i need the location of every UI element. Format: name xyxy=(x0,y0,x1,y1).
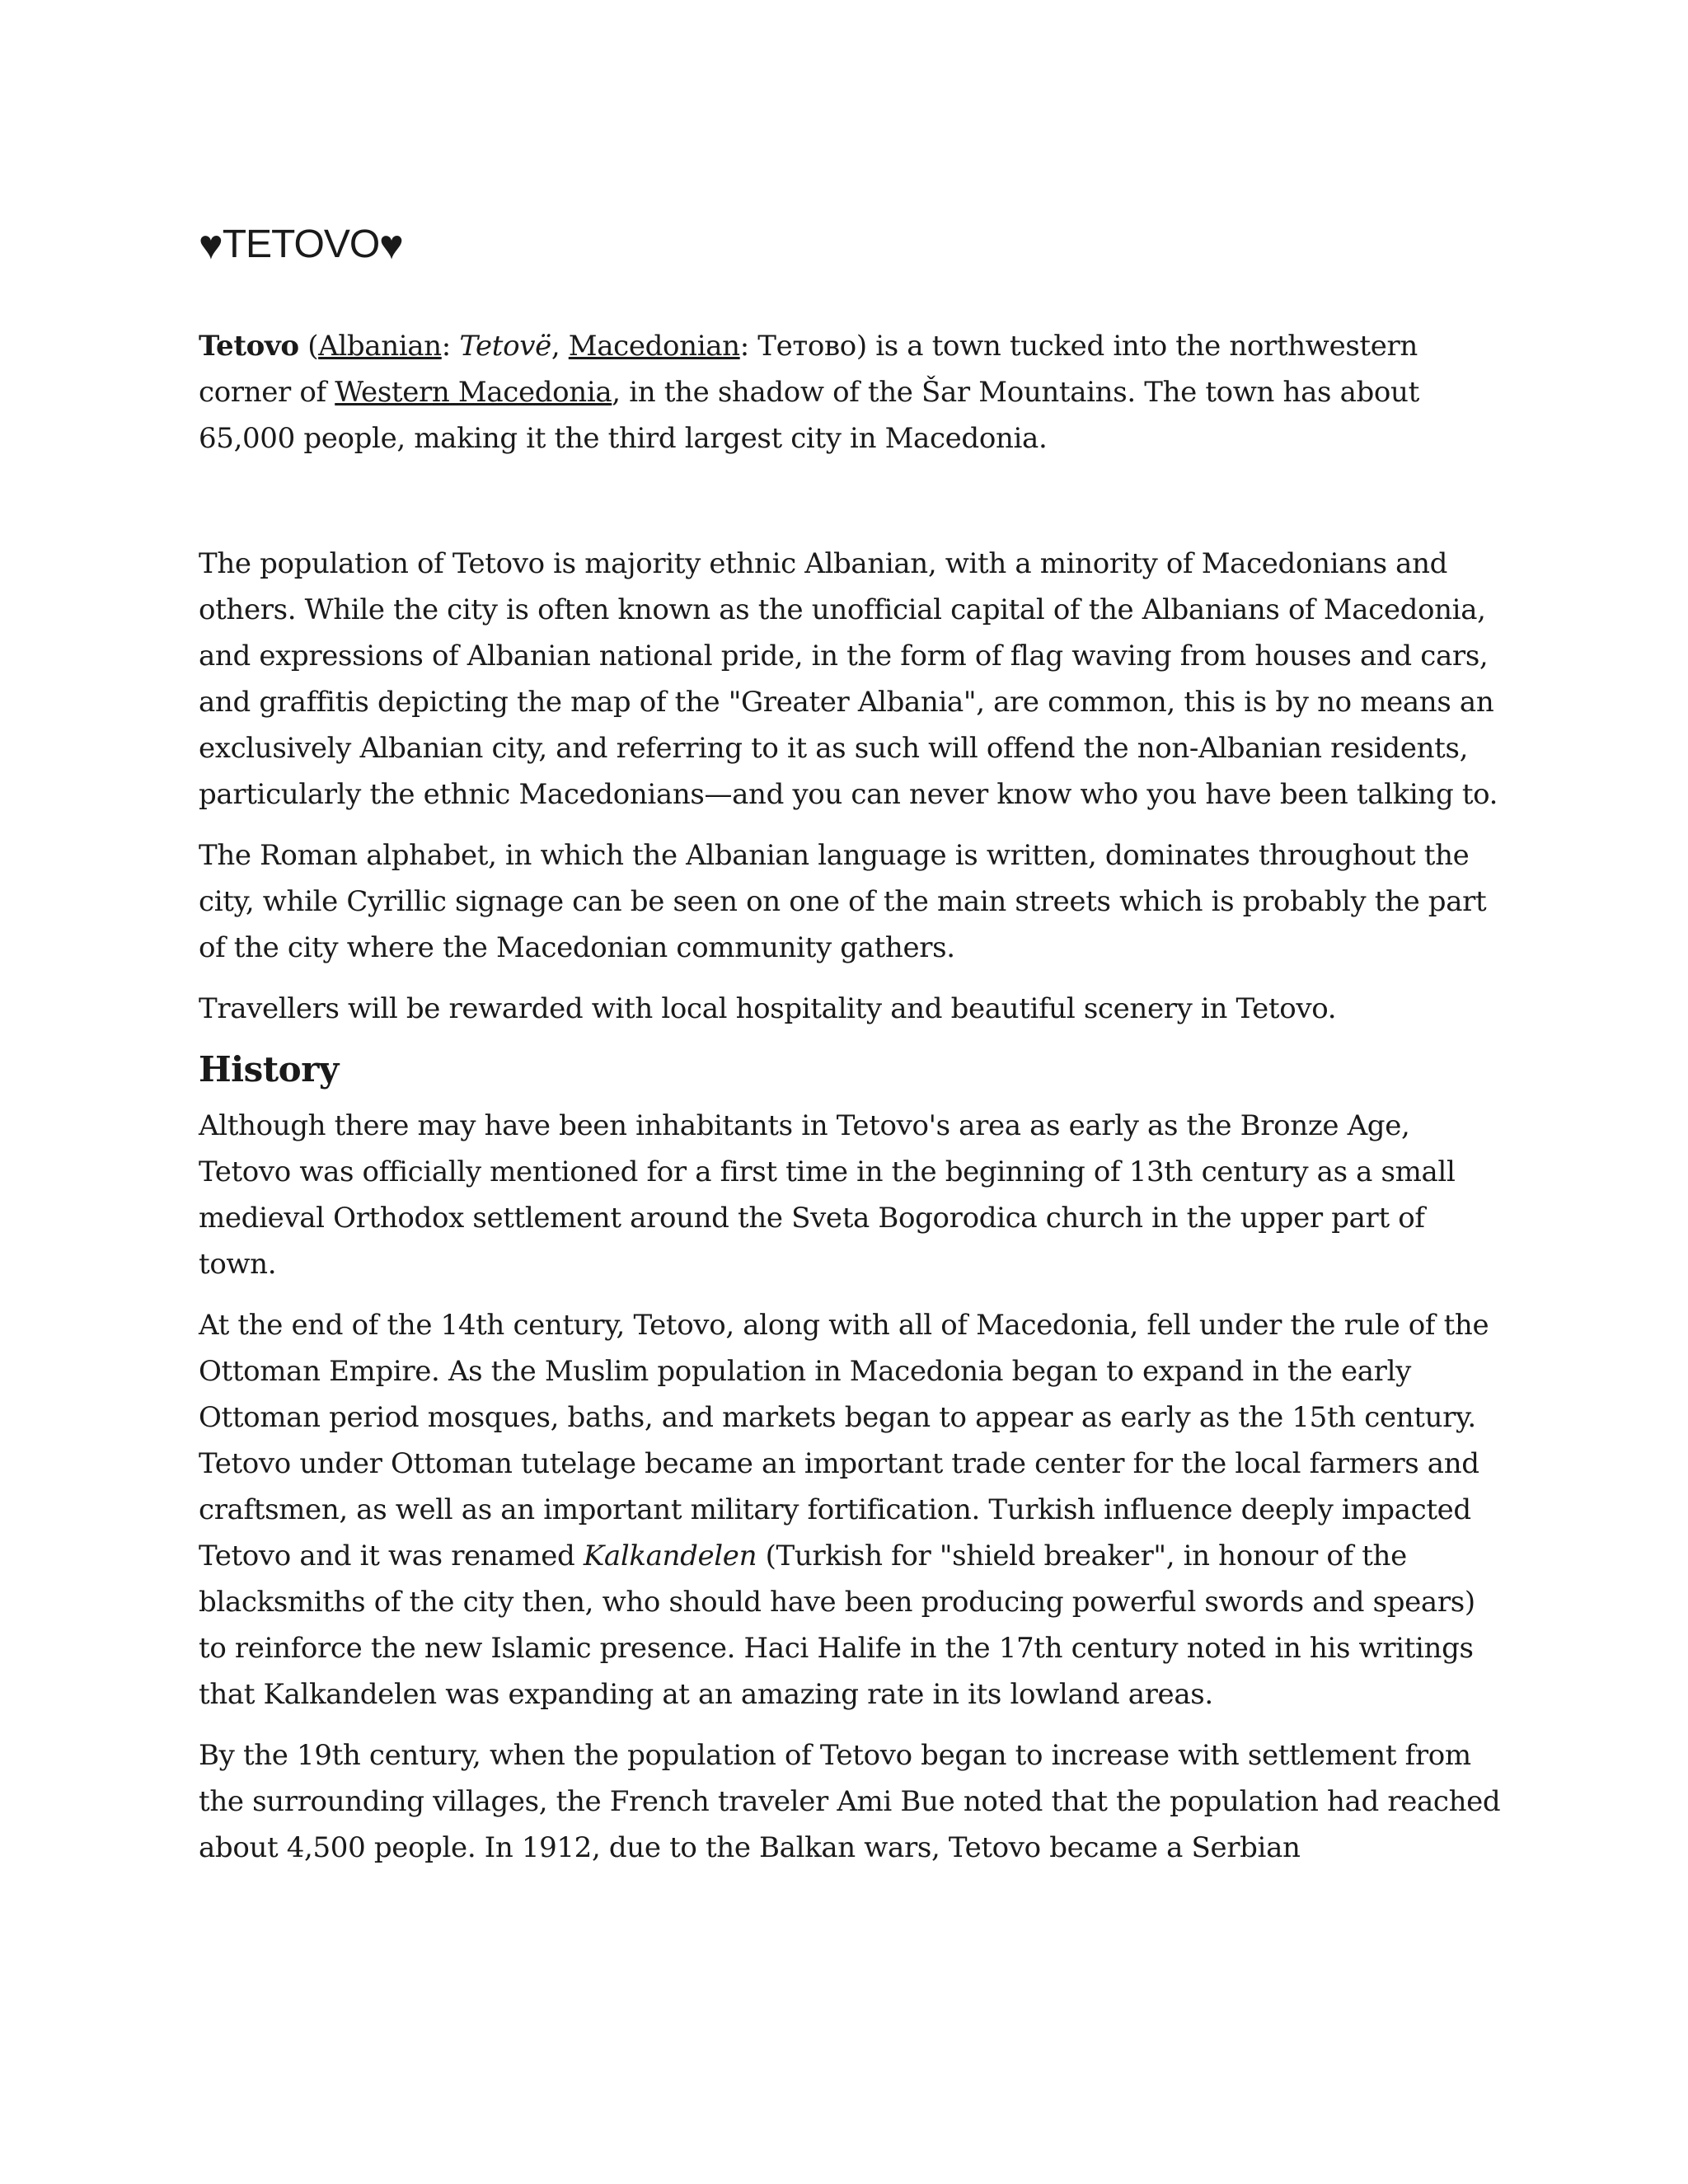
intro-bold-term: Tetovo xyxy=(199,330,299,363)
albanian-name: Tetovë xyxy=(459,330,551,363)
page-title xyxy=(199,216,1501,274)
intro-text: : xyxy=(441,330,460,363)
macedonian-link[interactable]: Macedonian xyxy=(568,330,740,363)
albanian-link[interactable]: Albanian xyxy=(318,330,442,363)
intro-text: ) is a town tucked into the northwestern corner of xyxy=(199,330,1418,409)
history-text: At the end of the 14th century, Tetovo, along with all of Macedonia, fell under the rule of the Ottoman Empire. As the Muslim population in Macedonia began to expand in the early Ottoman period mosques, baths, and markets began to appear as early as the 15th century. Tetovo under Ottoman tutelage became an important trade center for the local farmers and craftsmen, as well as an important military fortification. Turkish influence deeply impacted Tetovo and it was renamed xyxy=(199,1309,1489,1572)
history-paragraph: Although there may have been inhabitants in Tetovo's area as early as the Bronze Age, Tetovo was officially mentioned for a first time in the beginning of 13th century as a small medieval Orthodox settlement around the Sveta Bogorodica church in the upper part of town. xyxy=(199,1109,1456,1281)
heart-icon: ♥ xyxy=(199,222,223,268)
history-text: (Turkish for "shield breaker", in honour of the blacksmiths of the city then, who should have been producing powerful swords and spears) to reinforce the new Islamic presence. Haci Halife in the 17th century noted in his writings that Kalkandelen was expanding at an amazing rate in its lowland areas. xyxy=(199,1540,1475,1711)
heart-icon: ♥ xyxy=(379,222,403,268)
history-heading: History xyxy=(199,1049,339,1090)
kalkandelen-term: Kalkandelen xyxy=(583,1540,757,1572)
body-paragraph: Travellers will be rewarded with local hospitality and beautiful scenery in Tetovo. xyxy=(199,992,1337,1025)
intro-text: , xyxy=(551,330,569,363)
document-page xyxy=(199,216,1501,1886)
title-text: TETOVO xyxy=(222,223,380,266)
macedonian-name: Тетово xyxy=(757,330,856,363)
intro-text: ( xyxy=(298,330,319,363)
western-macedonia-link[interactable]: Western Macedonia xyxy=(335,376,612,409)
body-paragraph: The Roman alphabet, in which the Albanian language is written, dominates throughout the city, while Cyrillic signage can be seen on one of the main streets which is probably the part of the city where the Macedonian community gathers. xyxy=(199,839,1487,964)
body-paragraph: The population of Tetovo is majority ethnic Albanian, with a minority of Macedonians and others. While the city is often known as the unofficial capital of the Albanians of Macedonia, and expressions of Albanian national pride, in the form of flag waving from houses and cars, and graffitis depicting the map of the "Greater Albania", are common, this is by no means an exclusively Albanian city, and referring to it as such will offend the non-Albanian residents, particularly the ethnic Macedonians—and you can never know who you have been talking to. xyxy=(199,547,1498,811)
intro-text: , in the shadow of the Šar Mountains. The town has about 65,000 people, making it the third largest city in Macedonia. xyxy=(199,376,1419,455)
intro-text: : xyxy=(739,330,758,363)
history-paragraph xyxy=(199,1302,1501,1718)
history-paragraph: By the 19th century, when the population of Tetovo began to increase with settlement from the surrounding villages, the French traveler Ami Bue noted that the population had reached about 4,500 people. In 1912, due to the Balkan wars, Tetovo became a Serbian xyxy=(199,1739,1501,1864)
intro-paragraph xyxy=(199,323,1501,462)
